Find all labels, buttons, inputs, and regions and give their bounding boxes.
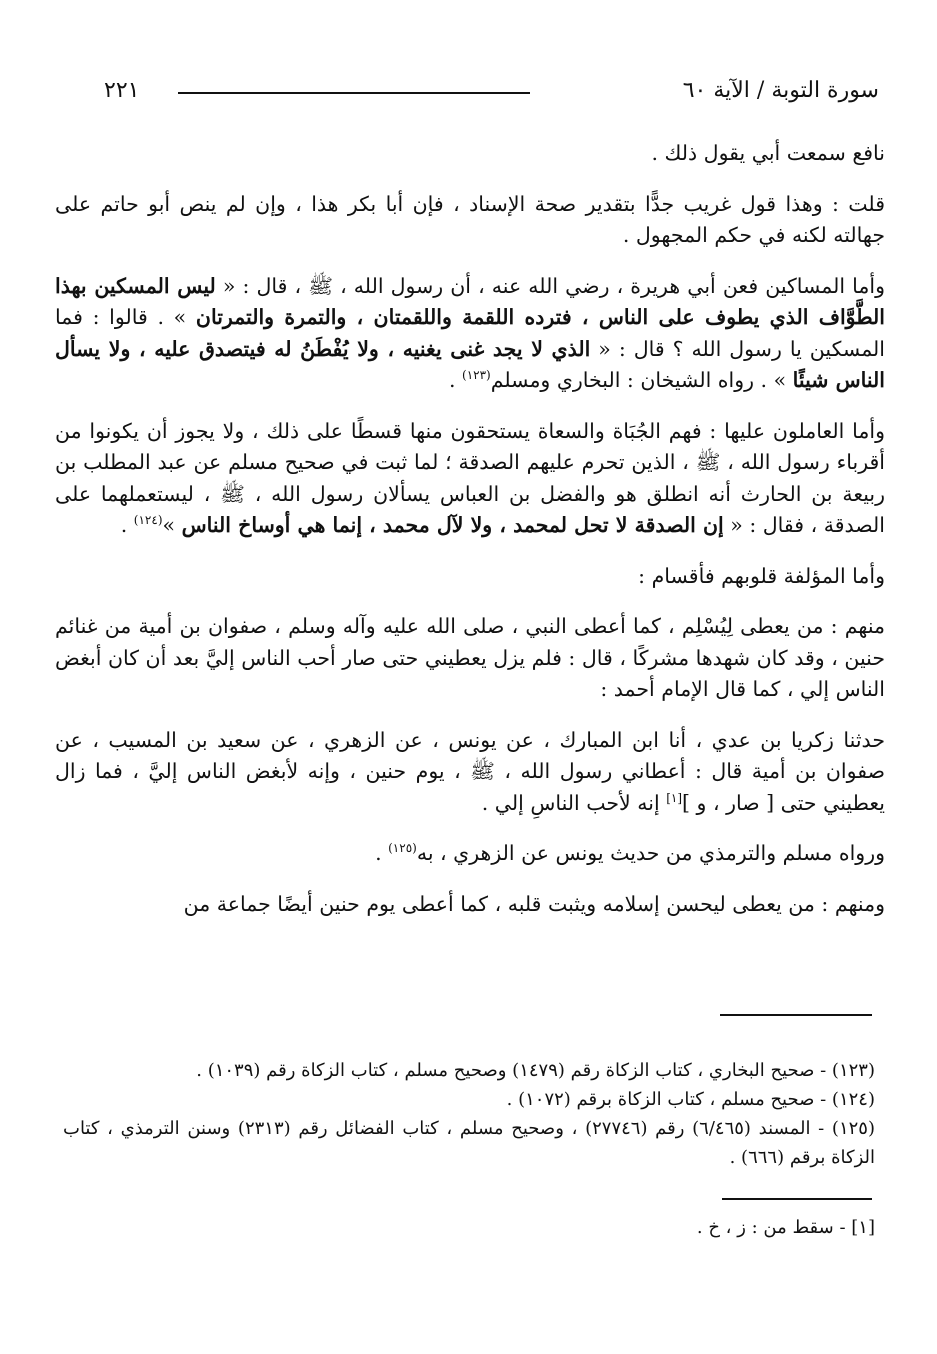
paragraph-8 xyxy=(55,838,885,870)
body-text xyxy=(55,138,885,939)
text-run: » xyxy=(162,513,182,537)
text-run: . xyxy=(448,368,463,392)
text-run: ورواه مسلم والترمذي من حديث يونس عن الزهري ، به xyxy=(416,841,885,865)
text-run: منهم : من يعطى لِيُسْلِم ، كما أعطى النبي ، صلى الله عليه وآله وسلم ، صفوان بن أمية من غنائم حنين ، وقد كان شهدها مشركًا ، قال : فلم يزل يعطيني حتى صار أحب الناس إليَّ بعد أن كان أبغض الناس إلي ، كما قال الإمام أحمد : xyxy=(55,614,885,701)
hadith-text: الذي لا يجد غنى يغنيه ، ولا يُفْطَنُ له فيتصدق عليه ، ولا يسأل الناس شيئًا xyxy=(55,336,885,392)
text-run: . xyxy=(120,513,134,537)
paragraph-7 xyxy=(55,725,885,820)
paragraph-3 xyxy=(55,271,885,397)
paragraph-6 xyxy=(55,611,885,706)
editor-note-separator xyxy=(722,1198,872,1200)
footnote-separator xyxy=(720,1014,872,1016)
footnote-124: (١٢٤) - صحيح مسلم ، كتاب الزكاة برقم (١٠٧٢) . xyxy=(506,1089,875,1110)
paragraph-5 xyxy=(55,561,885,593)
editor-note: [١] - سقط من : ز ، خ . xyxy=(696,1217,875,1238)
footnotes xyxy=(63,1056,875,1172)
text-run: . xyxy=(375,841,389,865)
text-run: نافع سمعت أبي يقول ذلك . xyxy=(651,141,885,165)
paragraph-2 xyxy=(55,189,885,252)
hadith-text: إن الصدقة لا تحل لمحمد ، ولا لآل محمد ، إنما هي أوساخ الناس xyxy=(181,513,724,537)
text-run: حدثنا زكريا بن عدي ، أنا ابن المبارك ، عن يونس ، عن الزهري ، عن سعيد بن المسيب ، عن صفوان بن أمية قال : أعطاني رسول الله ، ﷺ ، يوم حنين ، وإنه لأبغض الناس إليَّ ، فما زال يعطيني حتى [ صار ، و ] xyxy=(55,727,885,815)
text-run: » . قالوا : فما المسكين يا رسول الله ؟ قال : « xyxy=(55,305,885,361)
text-run: وأما المساكين فعن أبي هريرة ، رضي الله عنه ، أن رسول الله ، ﷺ ، قال : « xyxy=(215,273,885,298)
paragraph-9 xyxy=(55,889,885,921)
page-number: ٢٢١ xyxy=(104,78,140,103)
text-run: وأما المؤلفة قلوبهم فأقسام : xyxy=(638,563,885,588)
text-run: قلت : وهذا قول غريب جدًّا بتقدير صحة الإسناد ، فإن أبا بكر هذا ، وإن لم ينص أبو حاتم على جهالته لكنه في حكم المجهول . xyxy=(55,191,885,247)
text-run: ومنهم : من يعطى ليحسن إسلامه ويثبت قلبه ، كما أعطى يوم حنين أيضًا جماعة من xyxy=(183,891,885,916)
footnote-ref[interactable]: [١] xyxy=(666,790,683,805)
header-rule xyxy=(178,92,530,94)
paragraph-4 xyxy=(55,416,885,542)
paragraph-1 xyxy=(55,138,885,170)
hadith-text: ليس المسكين بهذا الطَّوَّاف الذي يطوف على الناس ، فترده اللقمة واللقمتان ، والتمرة والتمرتان xyxy=(55,273,885,329)
footnote-123: (١٢٣) - صحيح البخاري ، كتاب الزكاة رقم (١٤٧٩) وصحيح مسلم ، كتاب الزكاة رقم (١٠٣٩) . xyxy=(196,1060,875,1081)
footnote-ref[interactable]: (١٢٥) xyxy=(388,841,417,856)
footnote-ref[interactable]: (١٢٤) xyxy=(133,513,163,528)
footnote-125: (١٢٥) - المسند (٦/٤٦٥) رقم (٢٧٧٤٦) ، وصحيح مسلم ، كتاب الفضائل رقم (٢٣١٣) وسنن الترمذي ، كتاب الزكاة برقم (٦٦٦) . xyxy=(63,1118,875,1168)
text-run: » . رواه الشيخان : البخاري ومسلم xyxy=(490,368,793,392)
text-run: إنه لأحب الناسِ إلي . xyxy=(481,790,667,815)
text-run: وأما العاملون عليها : فهم الجُبَاة والسعاة يستحقون منها قسطًا على ذلك ، ولا يجوز أن يكونوا من أقرباء رسول الله ، ﷺ ، الذين تحرم عليهم الصدقة ؛ لما ثبت في صحيح مسلم عن عبد المطلب بن ربيعة بن الحارث أنه انطلق هو والفضل بن العباس يسألان رسول الله ، ﷺ ، ليستعملهما على الصدقة ، فقال : « xyxy=(55,418,885,537)
footnote-ref[interactable]: (١٢٣) xyxy=(462,368,491,383)
running-header-title: سورة التوبة / الآية ٦٠ xyxy=(682,78,879,103)
